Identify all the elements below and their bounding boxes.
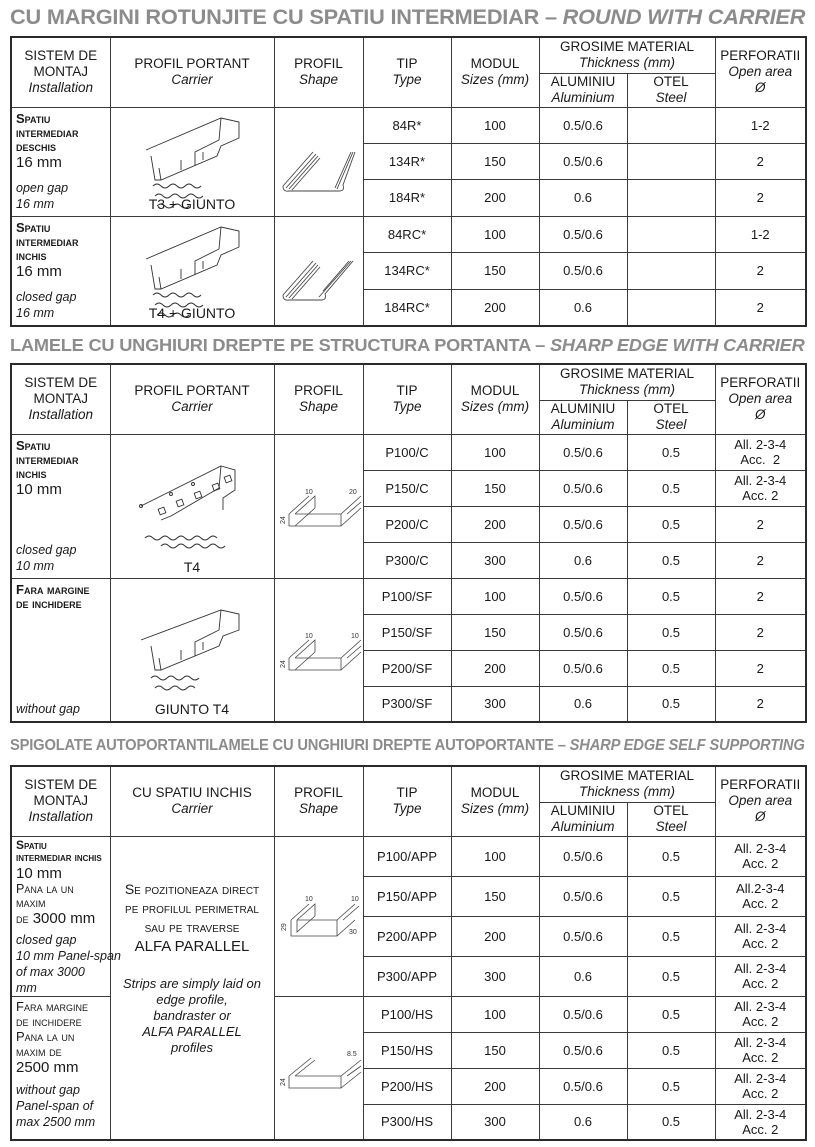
perforation-cell: All. 2-3-4 Acc. 2	[715, 1104, 806, 1140]
module-cell: 150	[451, 614, 539, 650]
module-cell: 300	[451, 1104, 539, 1140]
shape-cell	[274, 836, 363, 996]
header-module: MODUL Sizes (mm)	[451, 37, 539, 107]
carrier-label: T3 + GIUNTO	[148, 195, 236, 212]
perforation-cell: 1-2	[715, 107, 806, 143]
table-row	[11, 107, 806, 143]
shape-cell	[274, 216, 363, 326]
dim-right-label: 10	[350, 632, 359, 640]
aluminium-cell: 0.5/0.6	[539, 143, 627, 179]
section-title-ro: CU MARGINI ROTUNJITE CU SPATIU INTERMEDIAR –	[10, 6, 563, 29]
table-row	[11, 216, 806, 253]
installation-cell: Fara margine de inchidere Pana la un maxim de 2500 mm without gap Panel-span of max 2500 mm	[11, 996, 110, 1140]
sharp-profile-hs-drawing	[275, 1038, 364, 1098]
type-cell: P300/APP	[363, 956, 451, 996]
steel-cell: 0.5	[627, 434, 715, 470]
spec-table-sharp-edge-self-supporting	[10, 765, 807, 1141]
aluminium-cell: 0.5/0.6	[539, 216, 627, 253]
aluminium-cell: 0.6	[539, 180, 627, 216]
steel-cell: 0.5	[627, 1032, 715, 1068]
sharp-profile-sf-drawing	[275, 620, 364, 680]
dim-left-label: 10	[304, 632, 313, 640]
spec-table-sharp-edge-with-carrier	[10, 363, 807, 723]
header-module: MODUL Sizes (mm)	[451, 766, 539, 836]
module-cell: 100	[451, 216, 539, 253]
aluminium-cell: 0.5/0.6	[539, 506, 627, 542]
steel-cell: 0.5	[627, 956, 715, 996]
header-carrier: CU SPATIU INCHIS Carrier	[110, 766, 274, 836]
aluminium-cell: 0.5/0.6	[539, 876, 627, 916]
perforation-cell: All. 2-3-4 Acc. 2	[715, 916, 806, 956]
perforation-cell: All. 2-3-4 Acc. 2	[715, 1068, 806, 1104]
module-cell: 200	[451, 916, 539, 956]
header-carrier: PROFIL PORTANT Carrier	[110, 364, 274, 434]
carrier-label: GIUNTO T4	[154, 701, 230, 717]
header-thickness: GROSIME MATERIAL Thickness (mm)	[539, 766, 715, 802]
header-type: TIP Type	[363, 364, 451, 434]
type-cell: P300/HS	[363, 1104, 451, 1140]
header-steel: OTEL Steel	[627, 802, 715, 836]
shape-cell	[274, 107, 363, 216]
steel-cell: 0.5	[627, 650, 715, 686]
type-cell: P150/SF	[363, 614, 451, 650]
perforation-cell: All.2-3-4 Acc. 2	[715, 876, 806, 916]
type-cell: 84RC*	[363, 216, 451, 253]
carrier-cell	[110, 578, 274, 722]
aluminium-cell: 0.6	[539, 542, 627, 578]
type-cell: P150/HS	[363, 1032, 451, 1068]
module-cell: 200	[451, 289, 539, 326]
dim-left-label: 10	[304, 489, 313, 496]
steel-cell: 0.5	[627, 1068, 715, 1104]
module-cell: 150	[451, 253, 539, 290]
perforation-cell: All. 2-3-4 Acc. 2	[715, 470, 806, 506]
module-cell: 150	[451, 470, 539, 506]
steel-cell	[627, 253, 715, 290]
shape-cell	[274, 434, 363, 578]
table-header-row	[11, 364, 806, 400]
aluminium-cell: 0.6	[539, 1104, 627, 1140]
steel-cell: 0.5	[627, 996, 715, 1032]
aluminium-cell: 0.5/0.6	[539, 836, 627, 876]
steel-cell	[627, 216, 715, 253]
steel-cell: 0.5	[627, 836, 715, 876]
header-aluminium: ALUMINIU Aluminium	[539, 73, 627, 107]
shape-cell	[274, 996, 363, 1140]
aluminium-cell: 0.5/0.6	[539, 650, 627, 686]
type-cell: P200/SF	[363, 650, 451, 686]
steel-cell: 0.5	[627, 614, 715, 650]
section-title-ro: SPIGOLATE AUTOPORTANTILAMELE CU UNGHIURI DREPTE AUTOPORTANTE –	[10, 737, 570, 754]
type-cell: P100/APP	[363, 836, 451, 876]
perforation-cell: 2	[715, 614, 806, 650]
module-cell: 100	[451, 434, 539, 470]
module-cell: 150	[451, 1032, 539, 1068]
carrier-note-cell: Se pozitioneaza direct pe profilul perimetral sau pe traverse ALFA PARALLEL Strips are simply laid on edge profile, bandraster or ALFA PARALLEL profiles	[110, 836, 274, 1140]
aluminium-cell: 0.6	[539, 289, 627, 326]
header-shape: PROFIL Shape	[274, 37, 363, 107]
type-cell: P100/SF	[363, 578, 451, 614]
steel-cell	[627, 107, 715, 143]
table-row	[11, 434, 806, 470]
type-cell: 184R*	[363, 180, 451, 216]
perforation-cell: All. 2-3-4 Acc. 2	[715, 996, 806, 1032]
installation-cell: Spatiu intermediar inchis 16 mm closed gap 16 mm	[11, 216, 110, 326]
sharp-profile-app-drawing	[275, 886, 364, 946]
steel-cell: 0.5	[627, 686, 715, 722]
installation-cell: Spatiu intermediar inchis 10 mm Pana la un maxim de 3000 mm closed gap 10 mm Panel-span of max 3000 mm	[11, 836, 110, 996]
section-title-en: ROUND WITH CARRIER	[562, 6, 806, 29]
module-cell: 200	[451, 1068, 539, 1104]
section-title	[10, 335, 805, 356]
dim-height-label: 29	[280, 923, 288, 931]
perforation-cell: 1-2	[715, 216, 806, 253]
sharp-profile-c-drawing	[275, 476, 364, 536]
type-cell: 184RC*	[363, 289, 451, 326]
round-profile-drawing	[275, 112, 364, 212]
header-type: TIP Type	[363, 766, 451, 836]
carrier-giunto-t4-drawing	[111, 590, 275, 710]
type-cell: P200/HS	[363, 1068, 451, 1104]
aluminium-cell: 0.5/0.6	[539, 107, 627, 143]
header-aluminium: ALUMINIU Aluminium	[539, 400, 627, 434]
dim-right-label: 8.5	[346, 1050, 357, 1058]
header-installation: SISTEM DE MONTAJ Installation	[11, 364, 110, 434]
carrier-cell	[110, 216, 274, 326]
type-cell: 134RC*	[363, 253, 451, 290]
header-shape: PROFIL Shape	[274, 766, 363, 836]
dim-right-label: 10	[350, 896, 359, 903]
carrier-t4-drawing	[111, 446, 275, 566]
module-cell: 300	[451, 686, 539, 722]
table-row	[11, 578, 806, 614]
perforation-cell: 2	[715, 506, 806, 542]
steel-cell: 0.5	[627, 506, 715, 542]
type-cell: 84R*	[363, 107, 451, 143]
module-cell: 100	[451, 836, 539, 876]
section-title-en: SHARP EDGE WITH CARRIER	[549, 335, 805, 355]
table-row	[11, 836, 806, 876]
header-perforation: PERFORATII Open area Ø	[715, 37, 806, 107]
dim-height-label: 24	[279, 659, 287, 668]
header-installation: SISTEM DE MONTAJ Installation	[11, 37, 110, 107]
module-cell: 100	[451, 996, 539, 1032]
aluminium-cell: 0.5/0.6	[539, 434, 627, 470]
type-cell: P200/C	[363, 506, 451, 542]
section-title-en: SHARP EDGE SELF SUPPORTING	[569, 737, 805, 754]
perforation-cell: 2	[715, 578, 806, 614]
perforation-cell: 2	[715, 180, 806, 216]
steel-cell: 0.5	[627, 876, 715, 916]
section-title	[10, 737, 805, 755]
header-perforation: PERFORATII Open area Ø	[715, 766, 806, 836]
perforation-cell: All. 2-3-4 Acc. 2	[715, 956, 806, 996]
table-header-row	[11, 37, 806, 73]
type-cell: P300/C	[363, 542, 451, 578]
module-cell: 300	[451, 542, 539, 578]
module-cell: 150	[451, 876, 539, 916]
installation-cell: Spatiu intermediar inchis 10 mm closed gap 10 mm	[11, 434, 110, 578]
header-thickness: GROSIME MATERIAL Thickness (mm)	[539, 364, 715, 400]
module-cell: 100	[451, 578, 539, 614]
aluminium-cell: 0.5/0.6	[539, 996, 627, 1032]
module-cell: 150	[451, 143, 539, 179]
aluminium-cell: 0.5/0.6	[539, 253, 627, 290]
type-cell: P150/APP	[363, 876, 451, 916]
perforation-cell: All. 2-3-4 Acc. 2	[715, 836, 806, 876]
header-steel: OTEL Steel	[627, 400, 715, 434]
steel-cell: 0.5	[627, 1104, 715, 1140]
module-cell: 100	[451, 107, 539, 143]
dim-height-label: 24	[279, 1077, 287, 1086]
perforation-cell: 2	[715, 542, 806, 578]
shape-cell	[274, 578, 363, 722]
perforation-cell: 2	[715, 143, 806, 179]
section-title	[10, 6, 805, 30]
perforation-cell: 2	[715, 686, 806, 722]
type-cell: P150/C	[363, 470, 451, 506]
table-header-row	[11, 766, 806, 802]
aluminium-cell: 0.5/0.6	[539, 614, 627, 650]
header-shape: PROFIL Shape	[274, 364, 363, 434]
carrier-cell	[110, 107, 274, 216]
aluminium-cell: 0.5/0.6	[539, 578, 627, 614]
perforation-cell: All. 2-3-4 Acc. 2	[715, 434, 806, 470]
type-cell: P100/HS	[363, 996, 451, 1032]
steel-cell: 0.5	[627, 916, 715, 956]
header-installation: SISTEM DE MONTAJ Installation	[11, 766, 110, 836]
module-cell: 300	[451, 956, 539, 996]
header-carrier: PROFIL PORTANT Carrier	[110, 37, 274, 107]
module-cell: 200	[451, 180, 539, 216]
perforation-cell: 2	[715, 650, 806, 686]
aluminium-cell: 0.5/0.6	[539, 1068, 627, 1104]
header-module: MODUL Sizes (mm)	[451, 364, 539, 434]
installation-cell: Spatiu intermediar deschis 16 mm open gap 16 mm	[11, 107, 110, 216]
perforation-cell: All. 2-3-4 Acc. 2	[715, 1032, 806, 1068]
installation-cell: Fara margine de inchidere without gap	[11, 578, 110, 722]
type-cell: 134R*	[363, 143, 451, 179]
spec-table-round-with-carrier	[10, 36, 807, 327]
steel-cell: 0.5	[627, 542, 715, 578]
module-cell: 200	[451, 506, 539, 542]
carrier-cell	[110, 434, 274, 578]
section-title-ro: LAMELE CU UNGHIURI DREPTE PE STRUCTURA PORTANTA –	[10, 335, 550, 355]
dim-left-label: 10	[304, 896, 313, 903]
steel-cell	[627, 289, 715, 326]
perforation-cell: 2	[715, 289, 806, 326]
type-cell: P100/C	[363, 434, 451, 470]
header-aluminium: ALUMINIU Aluminium	[539, 802, 627, 836]
steel-cell: 0.5	[627, 470, 715, 506]
type-cell: P200/APP	[363, 916, 451, 956]
aluminium-cell: 0.5/0.6	[539, 1032, 627, 1068]
aluminium-cell: 0.5/0.6	[539, 916, 627, 956]
steel-cell	[627, 143, 715, 179]
steel-cell: 0.5	[627, 578, 715, 614]
perforation-cell: 2	[715, 253, 806, 290]
aluminium-cell: 0.5/0.6	[539, 470, 627, 506]
header-steel: OTEL Steel	[627, 73, 715, 107]
aluminium-cell: 0.6	[539, 956, 627, 996]
aluminium-cell: 0.6	[539, 686, 627, 722]
dim-depth-label: 30	[348, 929, 357, 936]
steel-cell	[627, 180, 715, 216]
dim-height-label: 24	[279, 516, 287, 524]
module-cell: 200	[451, 650, 539, 686]
dim-right-label: 20	[348, 489, 357, 496]
header-perforation: PERFORATII Open area Ø	[715, 364, 806, 434]
carrier-label: T4	[183, 558, 201, 575]
round-profile-closed-drawing	[275, 221, 364, 321]
header-thickness: GROSIME MATERIAL Thickness (mm)	[539, 37, 715, 73]
type-cell: P300/SF	[363, 686, 451, 722]
carrier-label: T4 + GIUNTO	[148, 304, 236, 321]
header-type: TIP Type	[363, 37, 451, 107]
